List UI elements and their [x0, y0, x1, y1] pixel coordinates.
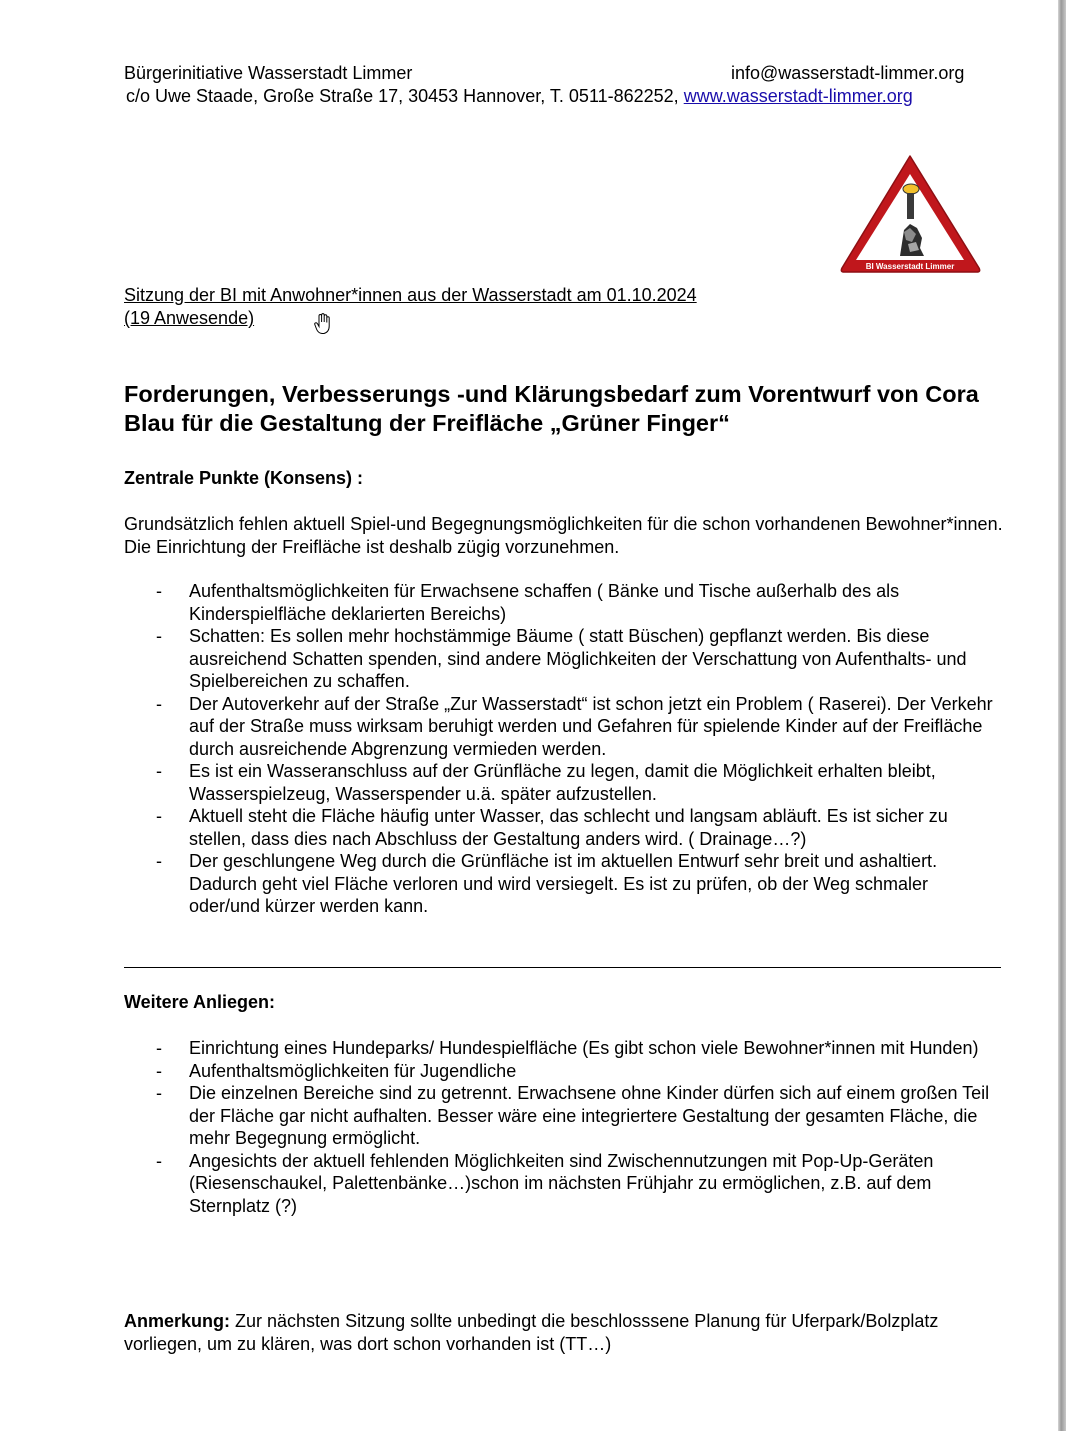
central-intro: Grundsätzlich fehlen aktuell Spiel-und Begegnungsmöglichkeiten für die schon vorhandenen Bewohner*innen. Die Einrichtung der Freifläche ist deshalb zügig vorzunehmen. [124, 514, 1003, 557]
list-bullet: - [156, 1060, 162, 1081]
list-bullet: - [156, 1083, 162, 1103]
further-concerns-list [124, 1037, 1004, 1217]
list-item-text: Angesichts der aktuell fehlenden Möglichkeiten sind Zwischennutzungen mit Pop-Up-Geräten (Riesenschaukel, Palettenbänke…)schon im nächsten Frühjahr zu ermöglichen, z.B. auf dem Sternplatz (?) [189, 1150, 934, 1216]
central-point-item [124, 580, 1004, 625]
list-item-text: Aufenthaltsmöglichkeiten für Erwachsene schaffen ( Bänke und Tische außerhalb des als Kinderspielfläche deklarierten Bereichs) [189, 581, 900, 624]
list-bullet: - [156, 851, 162, 871]
central-point-item [124, 850, 1004, 918]
central-point-item [124, 805, 1004, 850]
logo-label: BI Wasserstadt Limmer [865, 262, 955, 271]
list-bullet: - [156, 693, 162, 714]
address-text: c/o Uwe Staade, Große Straße 17, 30453 Hannover, T. 0511-862252, [126, 86, 679, 106]
remark [124, 1310, 1004, 1355]
central-heading: Zentrale Punkte (Konsens) : [124, 468, 364, 488]
list-bullet: - [156, 581, 162, 601]
meeting-title: Sitzung der BI mit Anwohner*innen aus der Wasserstadt am 01.10.2024 [124, 285, 697, 305]
list-bullet: - [156, 1150, 162, 1171]
website-link[interactable]: www.wasserstadt-limmer.org [683, 86, 913, 106]
list-item-text: Der geschlungene Weg durch die Grünfläche ist im aktuellen Entwurf sehr breit und ashaltiert. Dadurch geht viel Fläche verloren und wird versiegelt. Es ist zu prüfen, ob der Weg schmaler oder/und kürzer werden kann. [189, 851, 938, 916]
central-point-item [124, 625, 1004, 693]
org-name: Bürgerinitiative Wasserstadt Limmer [124, 63, 413, 83]
bi-logo-warning-sign [838, 152, 983, 276]
list-bullet: - [156, 761, 162, 781]
list-bullet: - [156, 1038, 162, 1058]
hand-pointer-icon [313, 313, 333, 335]
central-point-item [124, 760, 1004, 805]
attendee-count: (19 Anwesende) [124, 308, 255, 328]
further-concern-item [124, 1150, 1004, 1218]
further-concern-item [124, 1037, 1004, 1060]
further-heading: Weitere Anliegen: [124, 992, 276, 1012]
list-item-text: Aktuell steht die Fläche häufig unter Wasser, das schlecht und langsam abläuft. Es ist sicher zu stellen, dass dies nach Abschluss der Gestaltung anders wird. ( Drainage…?) [189, 806, 948, 849]
further-concern-item [124, 1060, 1004, 1083]
contact-email: info@wasserstadt-limmer.org [731, 63, 965, 83]
central-points-list [124, 580, 1004, 918]
further-concern-item [124, 1082, 1004, 1150]
remark-text: Zur nächsten Sitzung sollte unbedingt die beschlosssene Planung für Uferpark/Bolzplatz vorliegen, um zu klären, was dort schon vorhanden ist (TT…) [124, 1311, 939, 1354]
list-bullet: - [156, 626, 162, 646]
viewer-scroll-edge [1058, 0, 1066, 1431]
list-item-text: Die einzelnen Bereiche sind zu getrennt. Erwachsene ohne Kinder dürfen sich auf einem großen Teil der Fläche gar nicht aufhalten. Besser wäre eine integriertere Gestaltung der gesamten Fläche, die mehr Begegnung ermöglicht. [189, 1083, 990, 1148]
list-bullet: - [156, 806, 162, 826]
list-item-text: Schatten: Es sollen mehr hochstämmige Bäume ( statt Büschen) gepflanzt werden. Bis diese ausreichend Schatten spenden, sind andere Möglichkeiten der Verschattung von Aufenthalts- und Spielbereichen zu schaffen. [189, 626, 967, 691]
list-item-text: Der Autoverkehr auf der Straße „Zur Wasserstadt“ ist schon jetzt ein Problem ( Raserei). Der Verkehr auf der Straße muss wirksam beruhigt werden und Gefahren für spielende Kinder auf der Freifläche durch ausreichende Abgrenzung vermieden werden. [189, 693, 993, 759]
list-item-text: Einrichtung eines Hundeparks/ Hundespielfläche (Es gibt schon viele Bewohner*innen mit Hunden) [189, 1038, 979, 1058]
remark-label: Anmerkung: [124, 1311, 231, 1331]
section-divider [124, 967, 1001, 968]
list-item-text: Es ist ein Wasseranschluss auf der Grünfläche zu legen, damit die Möglichkeit erhalten bleibt, Wasserspielzeug, Wasserspender u.ä. später aufzustellen. [189, 761, 936, 804]
document-title: Forderungen, Verbesserungs -und Klärungsbedarf zum Vorentwurf von Cora Blau für die Gestaltung der Freifläche „Grüner Finger“ [124, 381, 979, 436]
org-address [126, 85, 913, 107]
list-item-text: Aufenthaltsmöglichkeiten für Jugendliche [189, 1060, 517, 1081]
central-point-item [124, 693, 1004, 761]
meeting-info [124, 284, 697, 330]
